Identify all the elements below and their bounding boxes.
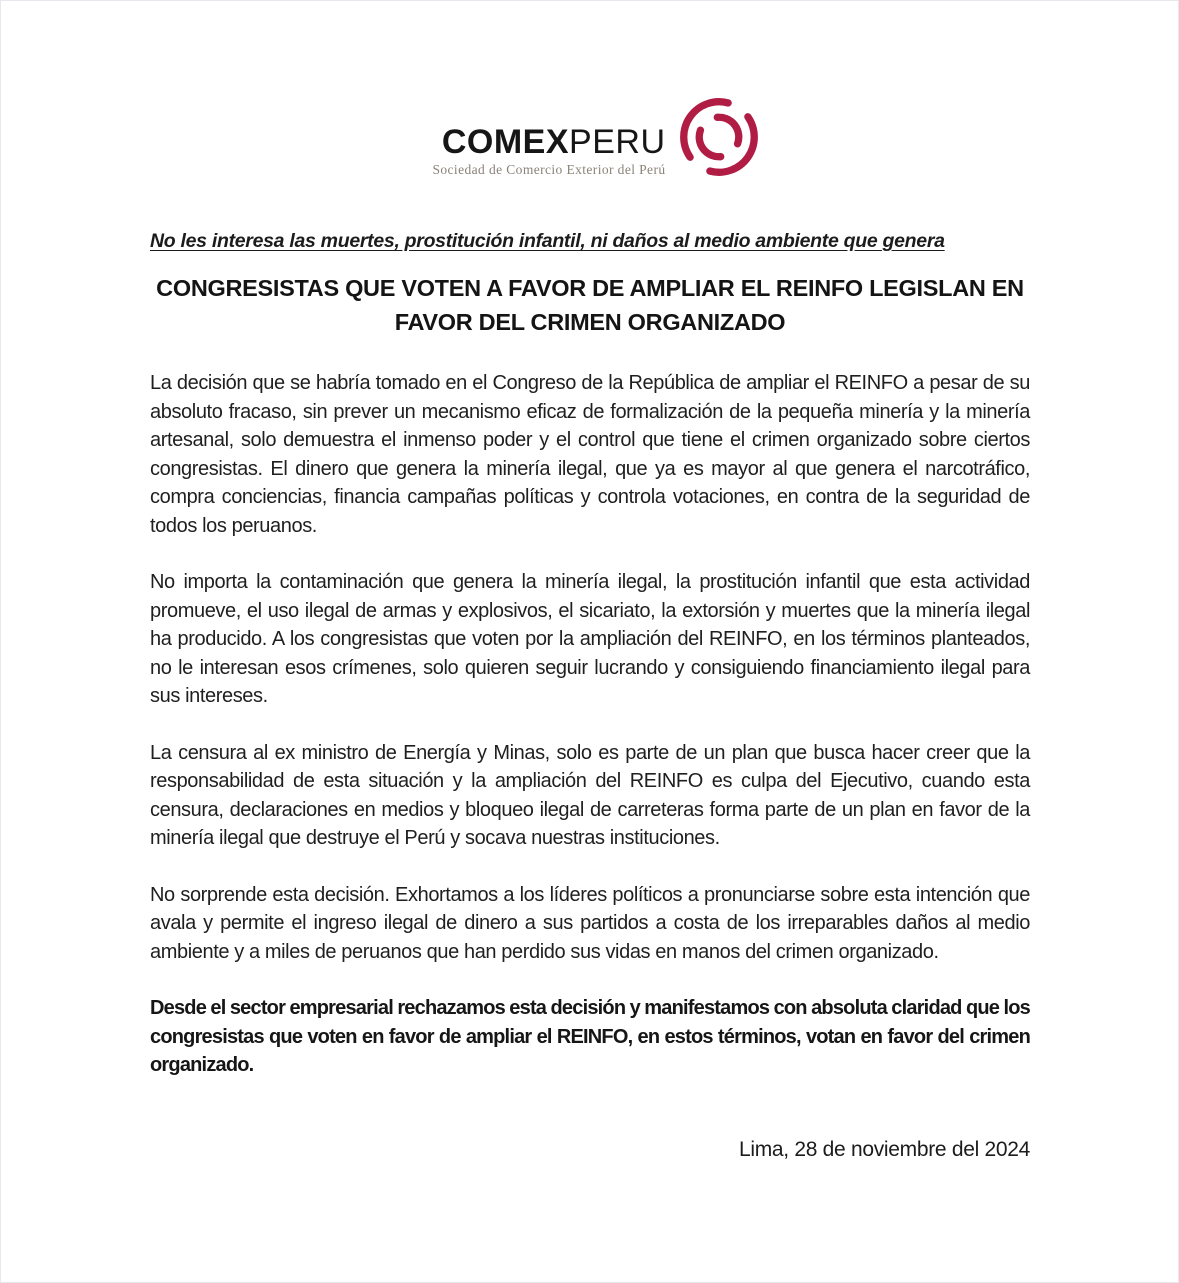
logo-text-block [432,125,665,178]
dateline: Lima, 28 de noviembre del 2024 [738,1137,1030,1161]
body-paragraph-3: La censura al ex ministro de Energía y Minas, solo es parte de un plan que busca hacer creer que la responsabilidad de esta situación y la ampliación del REINFO es culpa del Ejecutivo, cuando esta censura, declaraciones en medios y bloqueo ilegal de carreteras forma parte de un plan en favor de la minería ilegal que destruye el Perú y socava nuestras instituciones. [150,741,1030,849]
body-copy [150,369,1030,1080]
comexperu-swirl-icon [676,94,762,185]
comexperu-logo [418,94,761,185]
body-paragraph-1: La decisión que se habría tomado en el Congreso de la República de ampliar el REINFO a pesar de su absoluto fracaso, sin prever un mecanismo eficaz de formalización de la pequeña minería y la minería artesanal, solo demuestra el inmenso poder y el control que tiene el crimen organizado sobre ciertos congresistas. El dinero que genera la minería ilegal, que ya es mayor al que genera el narcotráfico, compra conciencias, financia campañas políticas y controla votaciones, en contra de la seguridad de todos los peruanos. [150,372,1030,537]
body-paragraph-2: No importa la contaminación que genera la minería ilegal, la prostitución infantil que esta actividad promueve, el uso ilegal de armas y explosivos, el sicariato, la extorsión y muertes que la minería ilegal ha producido. A los congresistas que voten por la ampliación del REINFO, en los términos planteados, no le interesan esos crímenes, solo quieren seguir lucrando y consiguiendo financiamiento ilegal para sus intereses. [150,571,1030,707]
headline [150,271,1030,339]
body-paragraph-4: No sorprende esta decisión. Exhortamos a los líderes políticos a pronunciarse sobre esta intención que avala y permite el ingreso ilegal de dinero a sus partidos a costa de los irreparables daños al medio ambiente y a miles de peruanos que han perdido sus vidas en manos del crimen organizado. [150,883,1030,963]
logo-wordmark [442,125,666,159]
headline-line-1: CONGRESISTAS QUE VOTEN A FAVOR DE AMPLIAR EL REINFO LEGISLAN EN [156,275,1024,301]
logo-wordmark-comex: COMEX [441,123,570,161]
logo-subtitle: Sociedad de Comercio Exterior del Perú [432,162,666,177]
closing-paragraph: Desde el sector empresarial rechazamos esta decisión y manifestamos con absoluta claridad que los congresistas que voten en favor de ampliar el REINFO, en estos términos, votan en favor del crimen organizado. [150,997,1030,1076]
logo-wordmark-peru: PERU [569,123,666,161]
tagline: No les interesa las muertes, prostitución infantil, ni daños al medio ambiente que genera [150,230,945,252]
headline-line-2: FAVOR DEL CRIMEN ORGANIZADO [394,309,786,335]
